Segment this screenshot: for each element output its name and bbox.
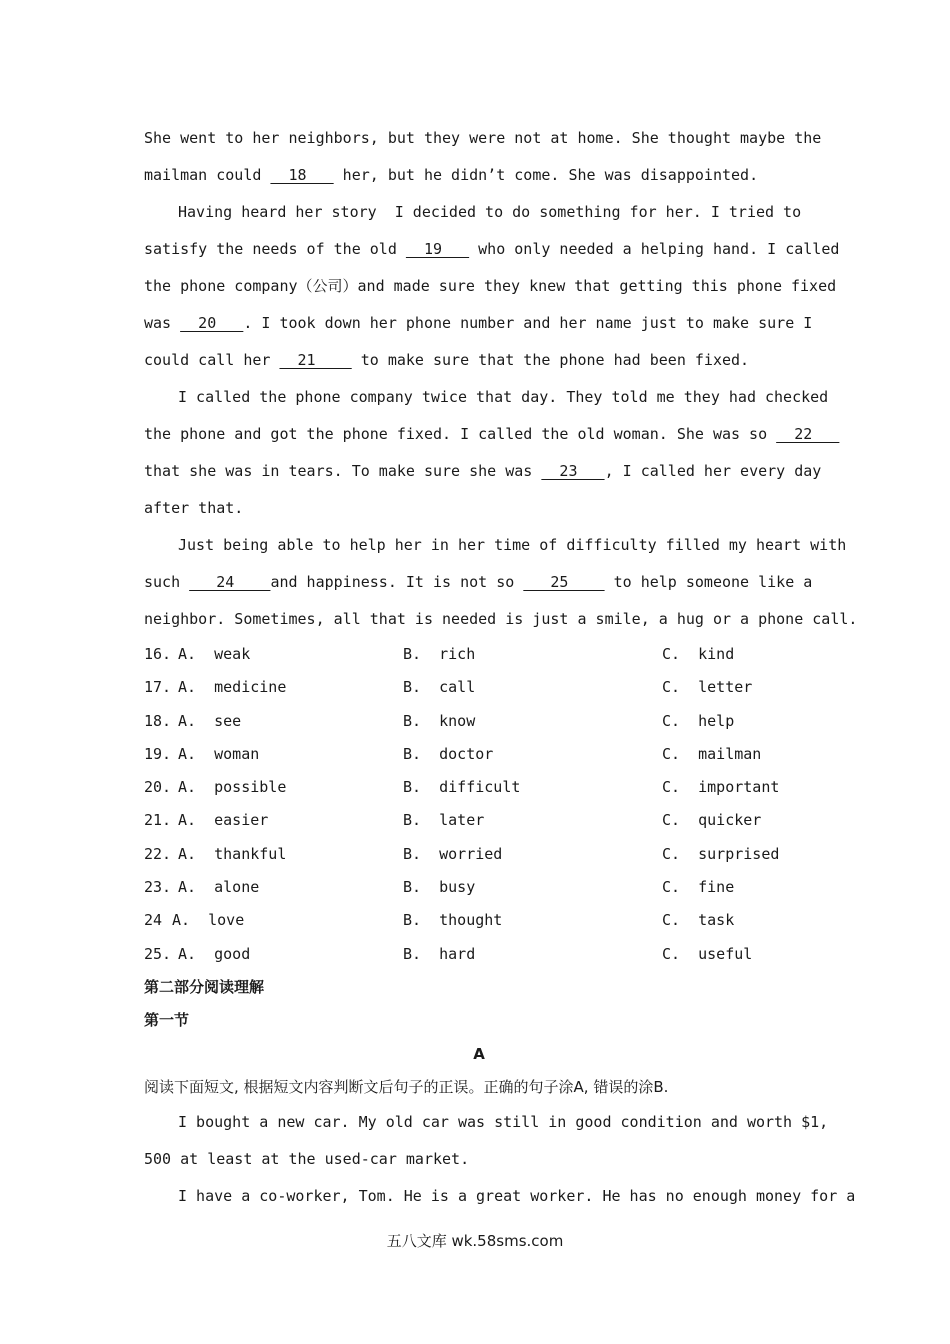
option-c: C. important xyxy=(662,778,780,797)
option-c: C. help xyxy=(662,711,735,730)
question-number: 22. xyxy=(144,844,172,863)
option-row xyxy=(144,705,814,738)
part-title: 第二部分阅读理解 xyxy=(144,977,265,996)
passage-line xyxy=(144,1104,829,1141)
option-b: B. rich xyxy=(403,645,476,663)
option-a: A. good xyxy=(178,944,251,963)
blank-22: 22 xyxy=(776,425,840,443)
option-row xyxy=(144,904,814,937)
blank-20: 20 xyxy=(180,314,244,332)
question-number: 23. xyxy=(144,878,172,897)
option-c: C. kind xyxy=(662,645,735,663)
passage-line xyxy=(144,305,814,342)
question-number: 19. xyxy=(144,744,172,763)
question-number: 20. xyxy=(144,778,172,797)
text: , I called her every day xyxy=(604,462,822,480)
blank-24: 24 xyxy=(189,573,271,591)
option-b: B. difficult xyxy=(403,778,521,797)
passage-label: A xyxy=(473,1044,485,1063)
passage-line xyxy=(144,379,829,416)
text: neighbor. Sometimes, all that is needed is just a smile, a hug or a phone call. xyxy=(144,610,858,628)
text: She went to her neighbors, but they were not at home. She thought maybe the xyxy=(144,129,822,147)
section-title: 第一节 xyxy=(144,1011,190,1030)
text: satisfy the needs of the old xyxy=(144,240,406,258)
passage-line xyxy=(144,527,847,564)
option-a: A. possible xyxy=(178,778,287,797)
instruction: 阅读下面短文, 根据短文内容判断文后句子的正误。正确的句子涂A, 错误的涂B. xyxy=(144,1077,669,1096)
option-a: A. weak xyxy=(178,645,251,663)
option-row xyxy=(144,871,814,904)
option-a: A. alone xyxy=(178,878,260,897)
option-c: C. task xyxy=(662,911,735,930)
option-b: B. later xyxy=(403,811,485,830)
blank-25: 25 xyxy=(523,573,605,591)
option-row xyxy=(144,671,814,704)
question-number: 25. xyxy=(144,944,172,963)
passage-line xyxy=(144,194,814,231)
text: 500 at least at the used-car market. xyxy=(144,1150,470,1169)
text: I bought a new car. My old car was still in good condition and worth $1, xyxy=(178,1113,829,1132)
blank-21: 21 xyxy=(279,351,352,369)
text: . I took down her phone number and her name just to make sure I xyxy=(243,314,813,332)
question-number: 16. xyxy=(144,645,172,663)
option-row xyxy=(144,638,814,671)
option-b: B. thought xyxy=(403,911,503,930)
option-row xyxy=(144,938,814,971)
passage-line xyxy=(144,1141,814,1178)
text: who only needed a helping hand. I called xyxy=(469,240,840,258)
passage-line xyxy=(144,490,814,527)
blank-18: 18 xyxy=(270,166,334,184)
option-row xyxy=(144,771,814,804)
option-row xyxy=(144,804,814,837)
option-a: A. thankful xyxy=(178,844,287,863)
text: I called the phone company twice that day. They told me they had checked xyxy=(178,388,829,406)
passage-line xyxy=(144,342,814,379)
option-b: B. hard xyxy=(403,944,476,963)
text: mailman could xyxy=(144,166,271,184)
option-row xyxy=(144,838,814,871)
text: Having heard her story I decided to do something for her. I tried to xyxy=(178,203,802,221)
text: that she was in tears. To make sure she was xyxy=(144,462,542,480)
passage-line xyxy=(144,231,840,268)
passage-line xyxy=(144,157,814,194)
option-a: A. medicine xyxy=(178,678,287,697)
option-b: B. know xyxy=(403,711,476,730)
option-c: C. fine xyxy=(662,878,735,897)
option-row xyxy=(144,738,814,771)
page-footer: 五八文库 wk.58sms.com xyxy=(386,1232,564,1250)
document-page xyxy=(144,120,858,1215)
blank-19: 19 xyxy=(405,240,470,258)
text: was xyxy=(144,314,181,332)
question-number: 24 xyxy=(144,911,163,930)
text: the phone company（公司）and made sure they knew that getting this phone fixed xyxy=(144,277,837,295)
option-c: C. surprised xyxy=(662,844,780,863)
option-b: B. call xyxy=(403,678,476,697)
passage-line xyxy=(144,601,858,638)
blank-23: 23 xyxy=(541,462,605,480)
passage-line xyxy=(144,416,840,453)
passage-line xyxy=(144,453,822,490)
option-a: A. love xyxy=(172,911,245,930)
text: her, but he didn’t come. She was disappointed. xyxy=(333,166,759,184)
option-a: A. see xyxy=(178,711,242,730)
question-number: 21. xyxy=(144,811,172,830)
option-c: C. quicker xyxy=(662,811,762,830)
text: Just being able to help her in her time of difficulty filled my heart with xyxy=(178,536,847,554)
option-c: C. letter xyxy=(662,678,753,697)
option-b: B. busy xyxy=(403,878,476,897)
question-number: 17. xyxy=(144,678,172,697)
passage-line xyxy=(144,564,814,601)
text: to help someone like a xyxy=(604,573,813,591)
text: could call her xyxy=(144,351,280,369)
text: the phone and got the phone fixed. I called the old woman. She was so xyxy=(144,425,777,443)
option-c: C. mailman xyxy=(662,744,762,763)
option-a: A. easier xyxy=(178,811,269,830)
passage-line xyxy=(144,120,822,157)
text: to make sure that the phone had been fixed. xyxy=(351,351,750,369)
text: such xyxy=(144,573,190,591)
question-number: 18. xyxy=(144,711,172,730)
text: and happiness. It is not so xyxy=(270,573,524,591)
option-b: B. worried xyxy=(403,844,503,863)
passage-line xyxy=(144,268,837,305)
option-a: A. woman xyxy=(178,744,260,763)
passage-line xyxy=(144,1178,856,1215)
option-b: B. doctor xyxy=(403,744,494,763)
text: after that. xyxy=(144,499,244,517)
text: I have a co-worker, Tom. He is a great worker. He has no enough money for a xyxy=(178,1187,856,1206)
option-c: C. useful xyxy=(662,944,753,963)
options-list xyxy=(144,638,814,971)
